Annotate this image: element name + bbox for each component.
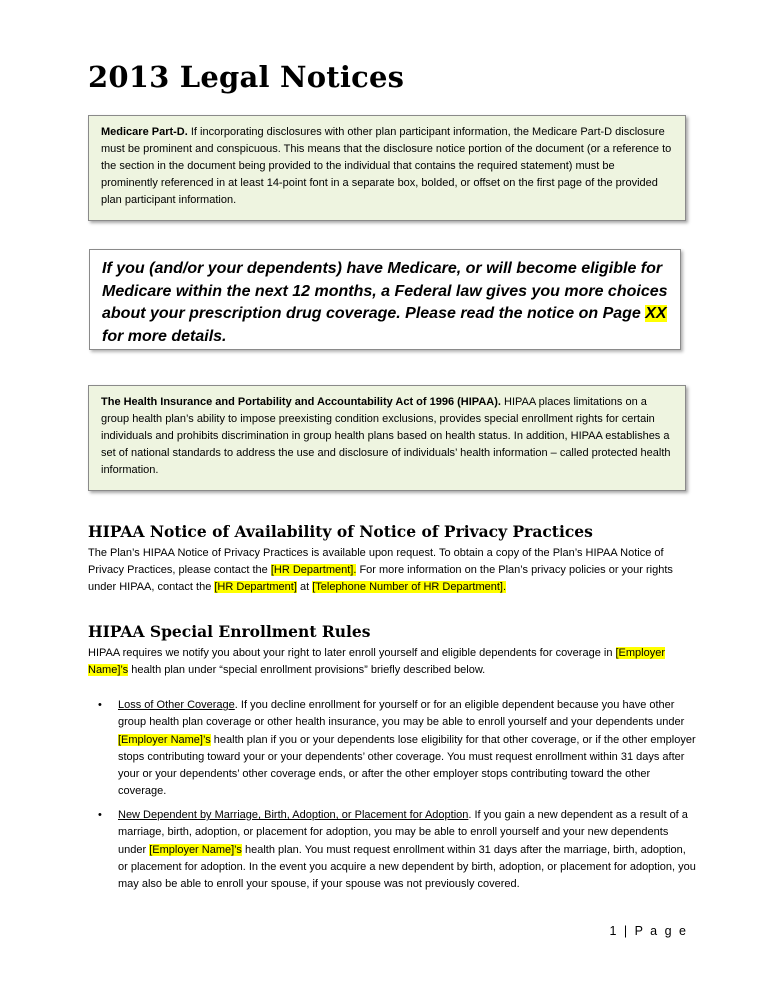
privacy-text-3: at	[296, 581, 313, 593]
hipaa-box-text: HIPAA places limitations on a group health plan’s ability to impose preexisting condition exclusions, provides special enrollment rights for certain individuals and prohibits discrimination in group health plans based on health status. In addition, HIPAA establishes a set of national standards to address the use and disclosure of individuals’ health information – called protected health information.	[101, 396, 671, 476]
page-title: 2013 Legal Notices	[88, 60, 405, 94]
list-item-loss-of-coverage	[98, 697, 696, 801]
enrollment-intro	[88, 645, 698, 679]
enrollment-text-1: HIPAA requires we notify you about your right to later enroll yourself and eligible dependents for coverage in	[88, 647, 616, 659]
bullet-title: New Dependent by Marriage, Birth, Adoption, or Placement for Adoption	[118, 809, 469, 821]
medicare-box-text: If incorporating disclosures with other plan participant information, the Medicare Part-D disclosure must be prominent and conspicuous. This means that the disclosure notice portion of the document (or a reference to the section in the document being provided to the individual that contains the required statement) must be prominently referenced in at least 14-point font in a separate box, bolded, or offset on the first page of the provided plan participant information.	[101, 126, 672, 206]
list-item-new-dependent	[98, 807, 696, 893]
hipaa-box	[88, 385, 686, 491]
page-number	[609, 924, 688, 938]
callout-page-placeholder: XX	[645, 305, 667, 322]
page-number-value: 1	[609, 924, 619, 938]
bullet-text-2: health plan if you or your dependents lose eligibility for that other coverage, or if the other employer stops contributing toward your or your dependents’ other coverage. You must request enrollment within 31 days after your or your dependents’ other coverage ends, or after the other employer stops contributing toward the other coverage.	[118, 733, 696, 798]
bullet-text-1: . If you gain a new dependent as a result of a marriage, birth, adoption, or placement for adoption, you may be able to enroll yourself and your new dependents under	[118, 809, 688, 856]
privacy-paragraph	[88, 545, 698, 596]
medicare-box-heading: Medicare Part-D.	[101, 126, 188, 138]
enrollment-text-2: health plan under “special enrollment provisions” briefly described below.	[128, 664, 486, 676]
bullet-text-1: . If you decline enrollment for yourself or for an eligible dependent because you have other group health plan coverage or other health insurance, you may be able to enroll yourself and your dependents under	[118, 699, 685, 729]
privacy-heading: HIPAA Notice of Availability of Notice of Privacy Practices	[88, 522, 593, 541]
page-label: | P a g e	[618, 924, 688, 938]
bullet-text-2: health plan. You must request enrollment within 31 days after the marriage, birth, adoption, or placement for adoption. In the event you acquire a new dependent by birth, adoption, or placement for adoption, you may also be able to enroll your spouse, if your spouse was not previously covered.	[118, 843, 696, 891]
privacy-text-2: For more information on the Plan’s privacy policies or your rights under HIPAA, contact the	[88, 564, 673, 593]
medicare-callout-box	[89, 249, 681, 350]
hr-phone-placeholder: [Telephone Number of HR Department].	[312, 581, 507, 593]
callout-text-before: If you (and/or your dependents) have Medicare, or will become eligible for Medicare within the next 12 months, a Federal law gives you more choices about your prescription drug coverage. Please read the notice on Page	[102, 260, 668, 322]
bullet-icon: •	[98, 699, 102, 711]
hipaa-box-heading: The Health Insurance and Portability and Accountability Act of 1996 (HIPAA).	[101, 396, 501, 408]
hr-department-placeholder-2: [HR Department]	[214, 581, 297, 593]
bullet-icon: •	[98, 809, 102, 821]
employer-name-placeholder: [Employer Name]’s	[149, 843, 242, 856]
privacy-text-1: The Plan’s HIPAA Notice of Privacy Practices is available upon request. To obtain a copy of the Plan’s HIPAA Notice of Privacy Practices, please contact the	[88, 547, 664, 576]
hr-department-placeholder: [HR Department].	[270, 564, 357, 576]
employer-name-placeholder: [Employer Name]’s	[118, 733, 211, 746]
callout-text-after: for more details.	[102, 327, 227, 345]
bullet-title: Loss of Other Coverage	[118, 699, 235, 711]
employer-name-placeholder: [Employer Name]’s	[88, 647, 666, 676]
enrollment-heading: HIPAA Special Enrollment Rules	[88, 622, 371, 641]
medicare-part-d-box	[88, 115, 686, 221]
